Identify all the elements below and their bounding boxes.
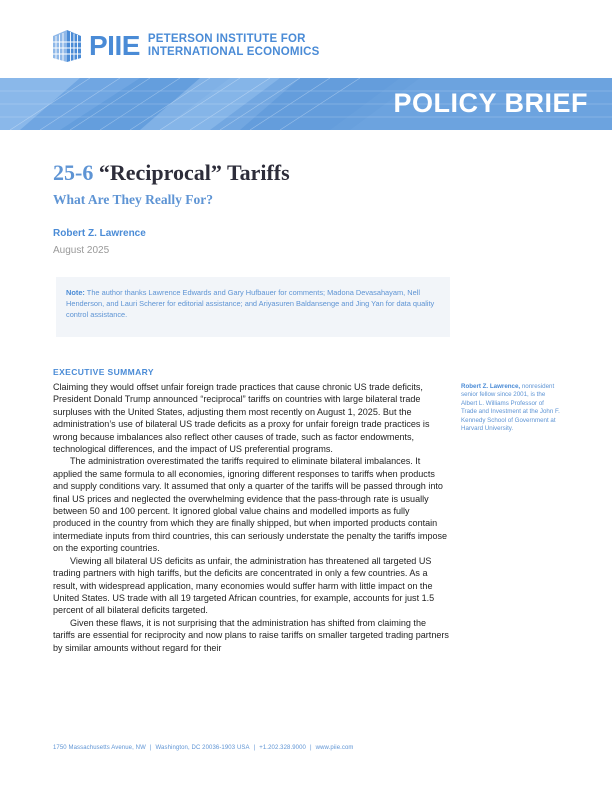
footer-phone: +1.202.328.9000 [259,745,306,751]
brief-title-text: “Reciprocal” Tariffs [98,160,290,185]
summary-paragraph: Given these flaws, it is not surprising that the administration has shifted from claiming the tariffs are essential for reciprocity and now plans to raise tariffs on smaller targeted trading partners by similar amounts without regard for their [53,617,449,653]
policy-brief-banner [0,78,612,130]
logo-institute-name [148,33,320,59]
summary-paragraph: Viewing all bilateral US deficits as unfair, the administration has threatened all targeted US trading partners with high tariffs, but the deficits are concentrated in only a few countries. As a result, with widespread application, many economies would suffer harm with little impact on the United States. US trade with all 19 targeted African countries, for example, accounts for just 1.5 percent of all bilateral deficits targeted. [53,555,435,616]
acknowledgment-note [56,277,450,337]
logo-line-1: PETERSON INSTITUTE FOR [147,33,306,45]
page-footer [53,745,354,751]
brief-subtitle: What Are They Really For? [53,192,213,207]
footer-website-link[interactable]: www.piie.com [315,745,354,751]
brief-title [53,160,290,186]
piie-logo [53,28,320,64]
author-bio-sidenote [461,383,561,433]
executive-summary-body [53,381,449,654]
footer-separator: | [253,745,256,751]
bio-text: nonresident senior fellow since 2001, is the Albert L. Williams Professor of Trade and Investment at the John F. Kennedy School of Government at Harvard University. [461,383,560,433]
footer-separator: | [149,745,152,751]
publication-date: August 2025 [53,245,110,256]
footer-city: Washington, DC 20036-1903 USA [155,745,250,751]
brief-number: 25-6 [53,160,94,185]
banner-title: POLICY BRIEF [393,88,588,118]
footer-address: 1750 Massachusetts Avenue, NW [53,745,146,751]
logo-abbreviation: PIIE [89,30,140,61]
logo-line-2: INTERNATIONAL ECONOMICS [147,46,320,58]
author-name: Robert Z. Lawrence [53,228,146,239]
piie-building-icon [53,28,83,64]
executive-summary-heading: EXECUTIVE SUMMARY [53,367,154,377]
note-label: Note: [66,288,85,297]
summary-paragraph: The administration overestimated the tariffs required to eliminate bilateral imbalances. It applied the same formula to all economies, ignoring different responses to tariffs when products and supply conditions vary. It assumed that only a quarter of the tariffs will be passed through into final US prices and neglected the overwhelming evidence that the pass-through rate is usually between 50 and 100 percent. It ignored global value chains and modelled imports as fully produced in the country from which they are finally shipped, but when imported products contain intermediate inputs from third countries, this can seriously understate the penalty the tariffs impose on the exporting countries. [53,456,448,554]
bio-name: Robert Z. Lawrence, [461,383,521,390]
note-text: The author thanks Lawrence Edwards and Gary Hufbauer for comments; Madona Devasahayam, Nell Henderson, and Lauri Scherer for editorial assistance; and Ariyasuren Baldansenge and Jing Yan for data quality control assistance. [66,288,435,319]
footer-separator: | [309,745,312,751]
summary-paragraph: Claiming they would offset unfair foreign trade practices that cause chronic US trade deficits, President Donald Trump announced “reciprocal” tariffs on countries with large bilateral trade surpluses with the United States, adjusting them most recently on August 1, 2025. But the administration’s use of bilateral US trade deficits as a proxy for unfair foreign trade practices is wrong because imbalances also reflect other causes of trade, such as factor endowments, technological differences, and the impact of US preferential programs. [53,382,430,455]
